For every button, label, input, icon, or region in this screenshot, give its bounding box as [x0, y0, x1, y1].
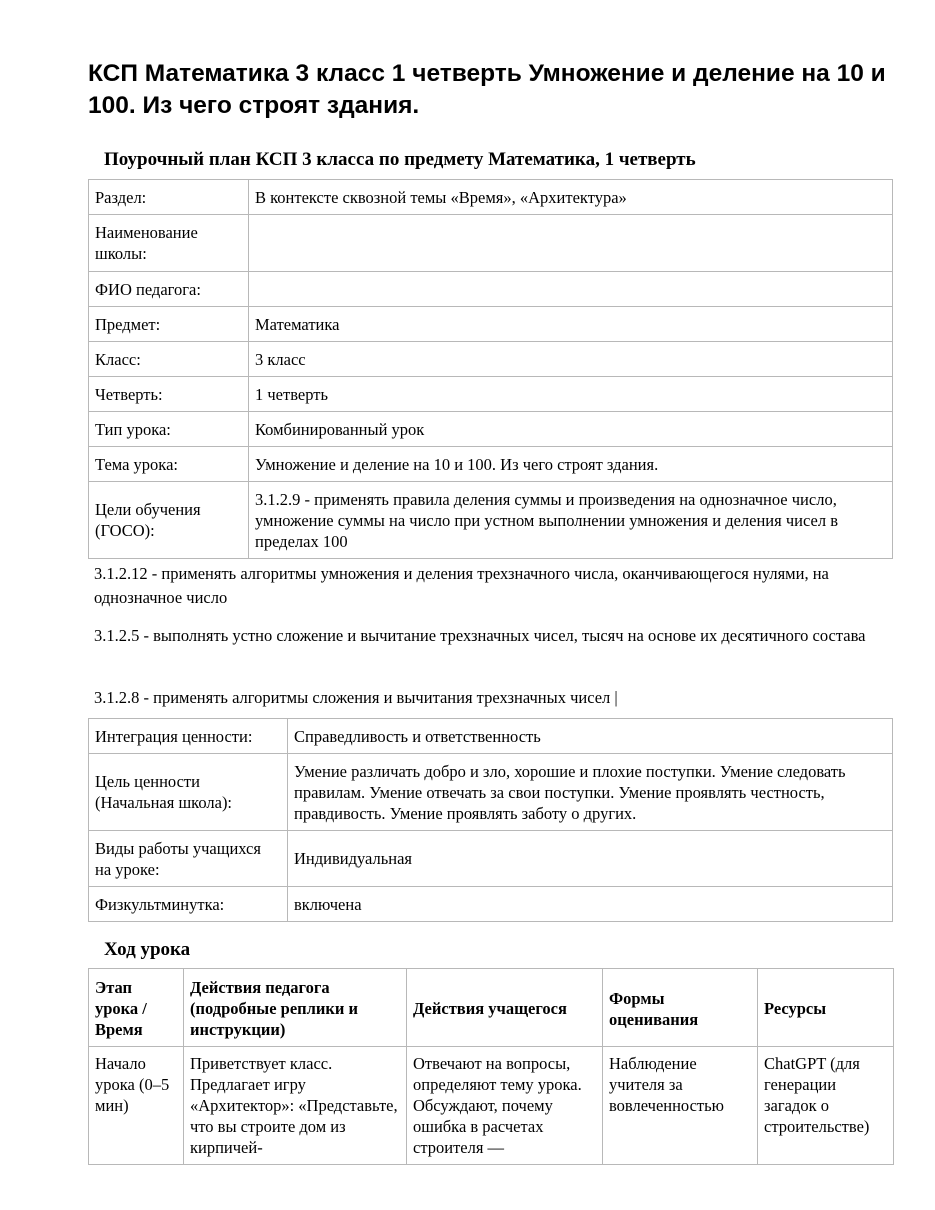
lesson-course-heading: Ход урока [104, 939, 191, 960]
values-table [88, 718, 893, 922]
info-value-teacher [249, 272, 893, 307]
learning-goal-paragraph: 3.1.2.5 - выполнять устно сложение и вычитание трехзначных чисел, тысяч на основе их десятичного состава [94, 626, 866, 645]
info-label-teacher: ФИО педагога: [89, 272, 249, 307]
cell-assessment: Наблюдение учителя за вовлеченностью [603, 1047, 758, 1165]
table-row [89, 342, 893, 377]
table-row [89, 377, 893, 412]
cell-student-actions: Отвечают на вопросы, определяют тему урока. Обсуждают, почему ошибка в расчетах строителя — [407, 1047, 603, 1165]
info-label-grade: Класс: [89, 342, 249, 377]
header-resources: Ресурсы [758, 969, 894, 1047]
info-label-subject: Предмет: [89, 307, 249, 342]
table-row [89, 719, 893, 754]
value-label-integration: Интеграция ценности: [89, 719, 288, 754]
table-row [89, 272, 893, 307]
cell-teacher-actions: Приветствует класс. Предлагает игру «Архитектор»: «Представьте, что вы строите дом из кирпичей- [184, 1047, 407, 1165]
info-value-grade: 3 класс [249, 342, 893, 377]
info-value-lesson-topic: Умножение и деление на 10 и 100. Из чего строят здания. [249, 447, 893, 482]
cell-resources: ChatGPT (для генерации загадок о строительстве) [758, 1047, 894, 1165]
info-label-school: Наименование школы: [89, 215, 249, 272]
table-row [89, 180, 893, 215]
learning-goal-paragraph: 3.1.2.12 - применять алгоритмы умножения и деления трехзначного числа, оканчивающегося нулями, на однозначное число [94, 564, 829, 607]
info-value-subject: Математика [249, 307, 893, 342]
value-value-goal: Умение различать добро и зло, хорошие и плохие поступки. Умение следовать правилам. Умение отвечать за свои поступки. Умение проявлять честность, правдивость. Умение проявлять заботу о других. [288, 754, 893, 831]
info-value-school [249, 215, 893, 272]
value-label-phys-break: Физкультминутка: [89, 887, 288, 922]
plan-heading: Поурочный план КСП 3 класса по предмету Математика, 1 четверть [104, 149, 696, 170]
header-stage: Этап урока / Время [89, 969, 184, 1047]
value-label-goal: Цель ценности (Начальная школа): [89, 754, 288, 831]
header-assessment: Формы оценивания [603, 969, 758, 1047]
table-row [89, 447, 893, 482]
info-value-learning-goals: 3.1.2.9 - применять правила деления суммы и произведения на однозначное число, умножение суммы на число при устном выполнении умножения и деления чисел в пределах 100 [249, 482, 893, 559]
header-teacher-actions: Действия педагога (подробные реплики и инструкции) [184, 969, 407, 1047]
info-value-lesson-type: Комбинированный урок [249, 412, 893, 447]
table-row [89, 307, 893, 342]
info-value-quarter: 1 четверть [249, 377, 893, 412]
info-value-section: В контексте сквозной темы «Время», «Архитектура» [249, 180, 893, 215]
table-row [89, 754, 893, 831]
info-label-lesson-type: Тип урока: [89, 412, 249, 447]
info-label-section: Раздел: [89, 180, 249, 215]
value-value-work-types: Индивидуальная [288, 831, 893, 887]
document-title: КСП Математика 3 класс 1 четверть Умножение и деление на 10 и 100. Из чего строят здания. [88, 60, 886, 119]
info-label-lesson-topic: Тема урока: [89, 447, 249, 482]
table-row [89, 831, 893, 887]
info-label-learning-goals: Цели обучения (ГОСО): [89, 482, 249, 559]
info-label-quarter: Четверть: [89, 377, 249, 412]
cell-stage: Начало урока (0–5 мин) [89, 1047, 184, 1165]
table-row [89, 482, 893, 559]
lesson-info-table [88, 179, 893, 559]
table-row [89, 215, 893, 272]
header-student-actions: Действия учащегося [407, 969, 603, 1047]
table-row [89, 412, 893, 447]
value-label-work-types: Виды работы учащихся на уроке: [89, 831, 288, 887]
lesson-course-table [88, 968, 894, 1165]
value-value-phys-break: включена [288, 887, 893, 922]
table-header-row [89, 969, 894, 1047]
learning-goal-paragraph: 3.1.2.8 - применять алгоритмы сложения и вычитания трехзначных чисел | [94, 688, 618, 707]
value-value-integration: Справедливость и ответственность [288, 719, 893, 754]
table-row [89, 887, 893, 922]
table-row [89, 1047, 894, 1165]
